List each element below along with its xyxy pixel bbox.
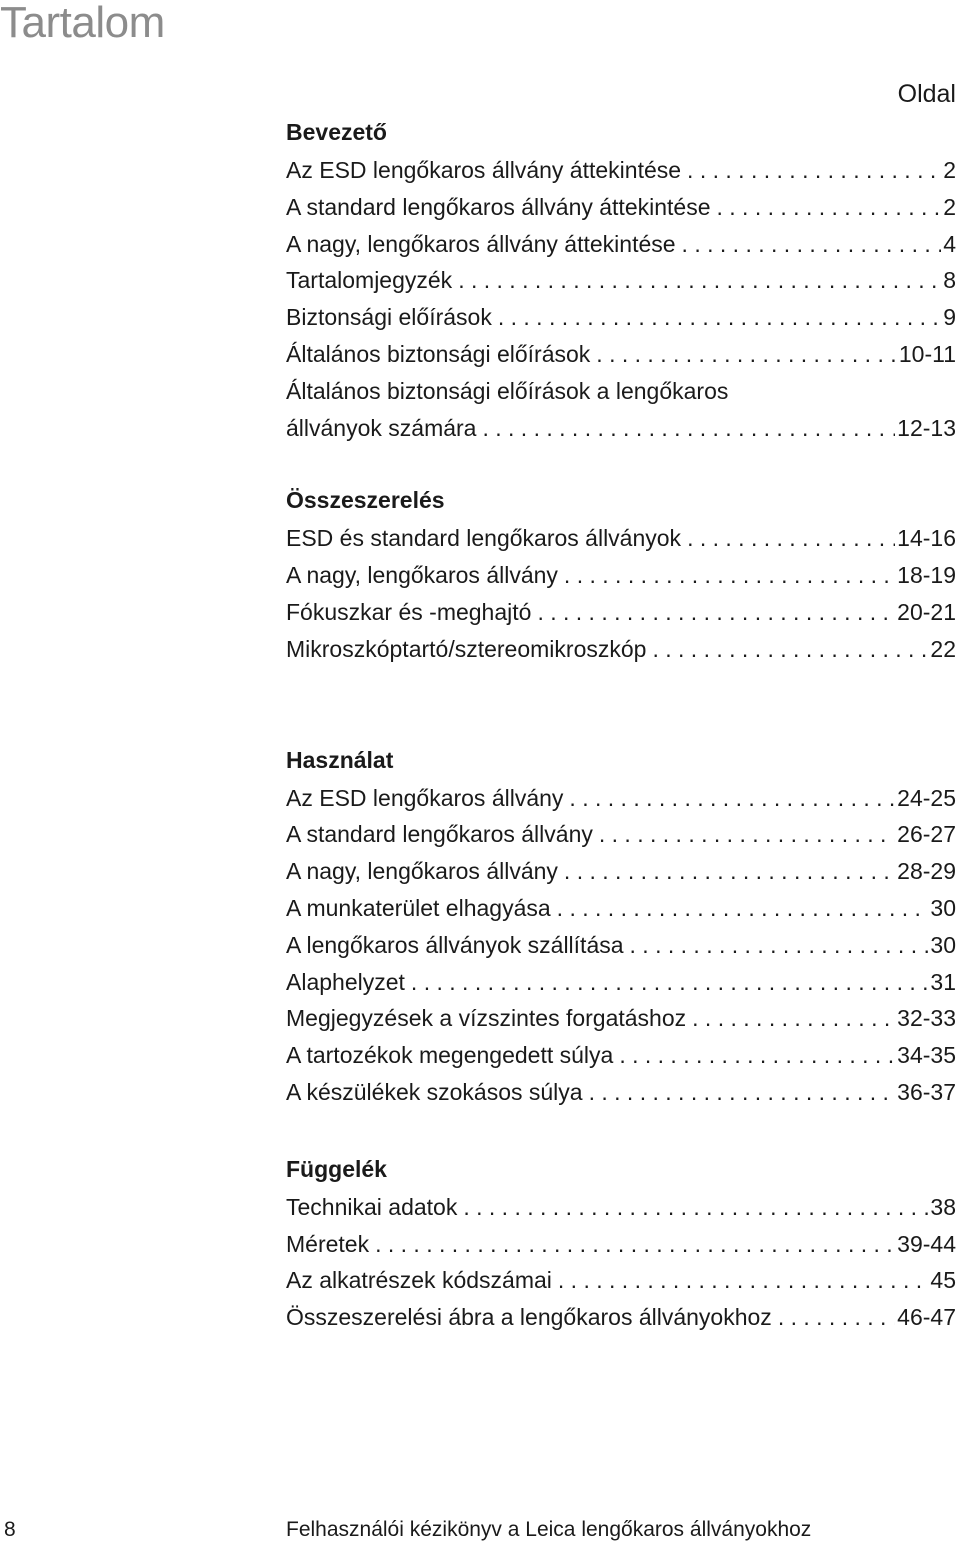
dot-leader [557,890,929,927]
dot-leader [717,189,942,226]
entry-label: Megjegyzések a vízszintes forgatáshoz [286,1005,687,1032]
dot-leader [482,410,895,447]
entry-page: 14-16 [897,525,956,552]
toc-entry[interactable] [286,1000,956,1037]
dot-leader [596,336,897,373]
entry-page: 28-29 [897,858,956,885]
entry-label: Technikai adatok [286,1193,458,1220]
section-title: Használat [286,746,394,773]
dot-leader [652,631,928,668]
dot-leader [630,927,929,964]
entry-page: 32-33 [897,1005,956,1032]
dot-leader [564,853,895,890]
section-title: Függelék [286,1155,387,1182]
entry-label: Méretek [286,1230,370,1257]
entry-label: A nagy, lengőkaros állvány [286,858,558,885]
section-title: Bevezető [286,119,387,145]
entry-label: ESD és standard lengőkaros állványok [286,525,682,552]
entry-page: 39-44 [897,1230,956,1257]
toc-entry[interactable] [286,410,956,447]
dot-leader [687,152,941,189]
toc-section-hasznalat [286,740,956,1111]
entry-page: 24-25 [897,784,956,811]
toc-entry[interactable] [286,1037,956,1074]
entry-label: A nagy, lengőkaros állvány áttekintése [286,230,676,257]
entry-page: 38 [930,1193,956,1220]
entry-label: Az ESD lengőkaros állvány áttekintése [286,157,682,183]
entry-page: 20-21 [897,598,956,625]
toc-section-osszeszereles [286,480,956,667]
section-spacer [286,1111,956,1149]
toc-entry[interactable] [286,631,956,668]
toc-entry[interactable] [286,557,956,594]
dot-leader [682,226,942,263]
section-spacer [286,668,956,740]
toc-entry[interactable] [286,1226,956,1263]
entry-label: Mikroszkóptartó/sztereomikroszkóp [286,635,647,662]
entry-page: 9 [943,304,956,331]
dot-leader [498,299,941,336]
entry-page: 2 [943,193,956,220]
toc-entry[interactable] [286,816,956,853]
entry-label: Összeszerelési ábra a lengőkaros állványokhoz [286,1304,772,1331]
entry-label: A standard lengőkaros állvány [286,821,593,848]
entry-label: A lengőkaros állványok szállítása [286,931,624,958]
entry-label: Biztonsági előírások [286,304,492,331]
entry-page: 36-37 [897,1078,956,1105]
entry-label: A nagy, lengőkaros állvány [286,562,558,589]
dot-leader [692,1000,895,1037]
entry-page: 26-27 [897,821,956,848]
toc-entry[interactable] [286,1189,956,1226]
toc-entry[interactable] [286,780,956,817]
dot-leader [599,816,895,853]
dot-leader [569,780,895,817]
toc-entry[interactable] [286,152,956,189]
dot-leader [687,520,895,557]
toc-section-bevezeto [286,112,956,446]
entry-label: Tartalomjegyzék [286,267,453,294]
dot-leader [564,557,895,594]
toc-entry[interactable] [286,1299,956,1336]
entry-page: 4 [943,230,956,257]
dot-leader [458,262,941,299]
table-of-contents [286,112,956,1336]
footer-page-number: 8 [4,1518,16,1541]
toc-entry[interactable] [286,890,956,927]
entry-page: 12-13 [897,414,956,441]
dot-leader [537,594,895,631]
section-spacer [286,446,956,480]
page-column-header: Oldal [897,80,956,108]
entry-page: 18-19 [897,562,956,589]
entry-label: A munkaterület elhagyása [286,894,551,921]
dot-leader [411,964,928,1001]
entry-label: A készülékek szokásos súlya [286,1078,583,1105]
entry-page: 2 [943,157,956,183]
entry-label: Az alkatrészek kódszámai [286,1267,552,1294]
page-title: Tartalom [0,0,165,47]
toc-entry[interactable] [286,853,956,890]
toc-section-fuggelek [286,1149,956,1336]
entry-page: 45 [930,1267,956,1294]
entry-page: 46-47 [897,1304,956,1331]
entry-page: 22 [930,635,956,662]
entry-page: 10-11 [898,340,956,367]
toc-entry-continued[interactable] [286,373,956,410]
entry-page: 34-35 [897,1042,956,1069]
toc-entry[interactable] [286,299,956,336]
toc-entry[interactable] [286,1074,956,1111]
footer-text: Felhasználói kézikönyv a Leica lengőkaros állványokhoz [286,1518,812,1541]
section-title: Összeszerelés [286,487,445,514]
dot-leader [778,1299,895,1336]
dot-leader [463,1189,928,1226]
entry-page: 31 [930,968,956,995]
entry-label: A standard lengőkaros állvány áttekintése [286,193,711,220]
toc-entry[interactable] [286,262,956,299]
entry-label: A tartozékok megengedett súlya [286,1042,614,1069]
entry-label: Fókuszkar és -meghajtó [286,598,532,625]
entry-page: 8 [943,267,956,294]
entry-page: 30 [930,894,956,921]
toc-entry[interactable] [286,594,956,631]
toc-entry[interactable] [286,336,956,373]
entry-page: 30 [930,931,956,958]
toc-entry[interactable] [286,927,956,964]
toc-entry[interactable] [286,189,956,226]
toc-entry[interactable] [286,226,956,263]
dot-leader [375,1226,895,1263]
dot-leader [619,1037,895,1074]
entry-label: Általános biztonsági előírások [286,340,591,367]
dot-leader [589,1074,896,1111]
toc-entry[interactable] [286,964,956,1001]
toc-entry[interactable] [286,1262,956,1299]
toc-entry[interactable] [286,520,956,557]
entry-label: Az ESD lengőkaros állvány [286,784,564,811]
entry-label: Általános biztonsági előírások a lengőkaros [286,377,729,404]
entry-label: állványok számára [286,414,477,441]
dot-leader [558,1262,929,1299]
entry-label: Alaphelyzet [286,968,405,995]
